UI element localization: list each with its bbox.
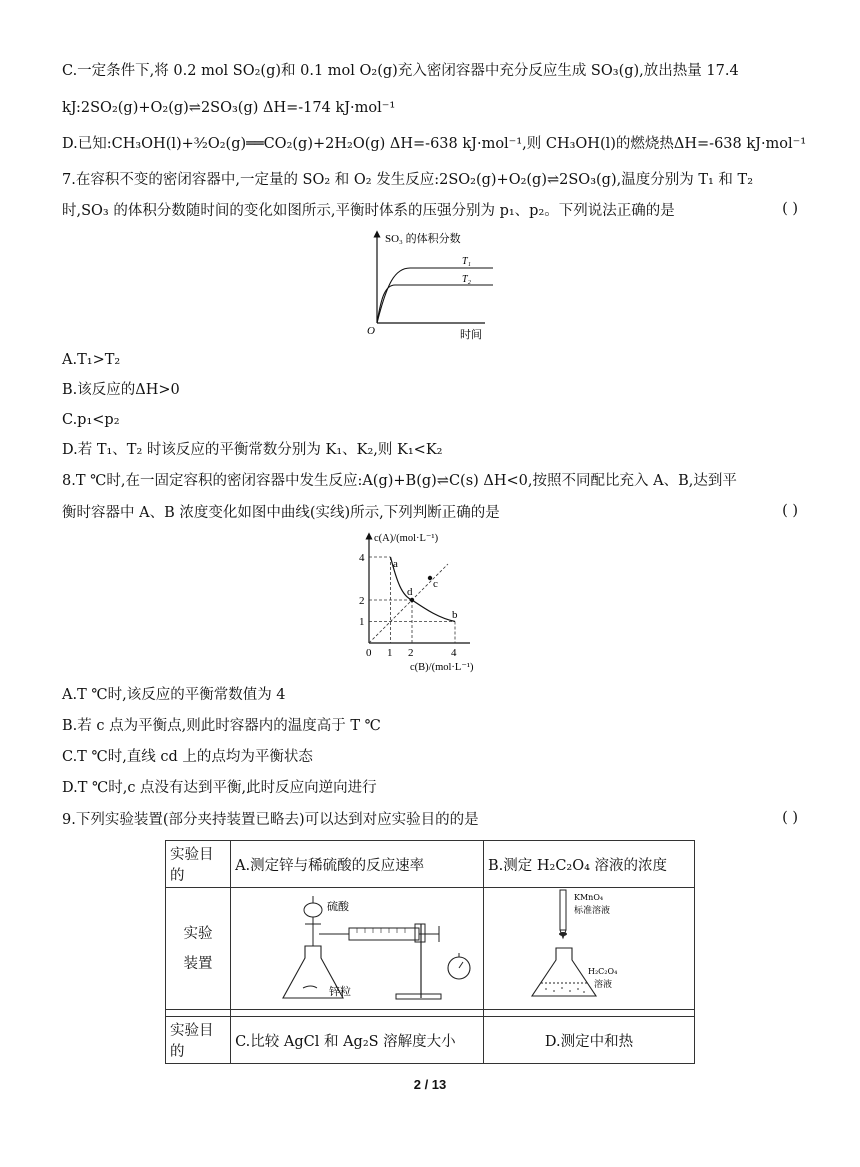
q9-apparatus-label-2: 装置 (183, 955, 213, 972)
q8-option-c: C.T ℃时,直线 cd 上的点均为平衡状态 (62, 749, 313, 765)
q8-label-a: a (393, 558, 398, 570)
q9-experiment-table (165, 840, 695, 1064)
q7-answer-bracket: ( ) (782, 201, 798, 217)
q7-y-label: SO₃ 的体积分数 (385, 233, 461, 245)
q7-curve-t1 (377, 268, 493, 323)
q9-purpose-label-2: 实验目的 (166, 1017, 231, 1064)
q8-stem-line2: 衡时容器中 A、B 浓度变化如图中曲线(实线)所示,下列判断正确的是 (62, 505, 500, 521)
q8-xtick-4: 4 (451, 647, 457, 659)
q9-purpose-d: D.测定中和热 (484, 1017, 695, 1064)
q9-purpose-c: C.比较 AgCl 和 Ag₂S 溶解度大小 (231, 1017, 484, 1064)
q8-x-label: c(B)/(mol·L⁻¹) (410, 662, 474, 673)
q7-stem-line2: 时,SO₃ 的体积分数随时间的变化如图所示,平衡时体系的压强分别为 p₁、p₂。下列说法正确的是 (62, 203, 675, 219)
q7-option-a: A.T₁>T₂ (62, 352, 121, 368)
q7-option-b: B.该反应的ΔH>0 (62, 382, 180, 398)
q7-option-d: D.若 T₁、T₂ 时该反应的平衡常数分别为 K₁、K₂,则 K₁<K₂ (62, 442, 443, 458)
q8-label-d: d (407, 586, 413, 598)
q8-stem-line1: 8.T ℃时,在一固定容积的密闭容器中发生反应:A(g)+B(g)⇌C(s) ΔH<0,按照不同配比充入 A、B,达到平 (62, 473, 737, 489)
q8-label-b: b (452, 609, 458, 621)
q7-origin: O (367, 325, 375, 337)
q8-ytick-2: 2 (359, 595, 365, 607)
q9-label-acid: 硫酸 (327, 900, 350, 913)
q8-answer-bracket: ( ) (782, 503, 798, 519)
q9-label-solution: 溶液 (594, 980, 613, 990)
q7-curve-t2 (377, 285, 493, 323)
q9-apparatus-b (484, 888, 695, 1010)
q9-purpose-label-1: 实验目的 (166, 841, 231, 888)
q9-stem: 9.下列实验装置(部分夹持装置已略去)可以达到对应实验目的的是 (62, 812, 479, 828)
q8-y-label: c(A)/(mol·L⁻¹) (374, 533, 439, 544)
q8-option-d: D.T ℃时,c 点没有达到平衡,此时反应向逆向进行 (62, 780, 377, 796)
q8-diagonal-line (369, 564, 448, 643)
q8-xtick-2: 2 (408, 647, 414, 659)
q7-label-t1: T₁ (462, 256, 472, 267)
q8-point-c (428, 576, 432, 580)
q8-ytick-1: 1 (359, 616, 365, 628)
q6-option-d: D.已知:CH₃OH(l)+³⁄₂O₂(g)══CO₂(g)+2H₂O(g) ΔH=-638 kJ·mol⁻¹,则 CH₃OH(l)的燃烧热ΔH=-638 kJ·mol⁻¹ (62, 136, 807, 152)
q9-label-zinc: 锌粒 (329, 985, 352, 998)
q8-option-b: B.若 c 点为平衡点,则此时容器内的温度高于 T ℃ (62, 718, 381, 734)
q8-option-a: A.T ℃时,该反应的平衡常数值为 4 (62, 687, 286, 703)
q8-point-d (410, 598, 414, 602)
q9-label-kmno4: KMnO₄ (574, 893, 604, 902)
q7-stem-line1: 7.在容积不变的密闭容器中,一定量的 SO₂ 和 O₂ 发生反应:2SO₂(g)+O₂(g)⇌2SO₃(g),温度分别为 T₁ 和 T₂ (62, 172, 754, 188)
q9-apparatus-a (231, 888, 484, 1010)
q8-figure (352, 530, 507, 678)
q9-label-standard: 标准溶液 (574, 906, 611, 916)
q9-apparatus-label (166, 888, 231, 1010)
q9-label-h2c2o4: H₂C₂O₄ (588, 967, 618, 976)
q7-option-c: C.p₁<p₂ (62, 412, 120, 428)
q9-purpose-a: A.测定锌与稀硫酸的反应速率 (231, 841, 484, 888)
q9-answer-bracket: ( ) (782, 810, 798, 826)
q6-option-c-line1: C.一定条件下,将 0.2 mol SO₂(g)和 0.1 mol O₂(g)充入密闭容器中充分反应生成 SO₃(g),放出热量 17.4 (62, 63, 739, 79)
q9-purpose-b: B.测定 H₂C₂O₄ 溶液的浓度 (484, 841, 695, 888)
q8-label-c: c (433, 578, 438, 590)
q8-ytick-4: 4 (359, 552, 365, 564)
q8-xtick-1: 1 (387, 647, 393, 659)
q7-label-t2: T₂ (462, 274, 472, 285)
q8-xtick-0: 0 (366, 647, 372, 659)
q9-apparatus-label-1: 实验 (183, 925, 213, 942)
q7-x-label: 时间 (460, 329, 482, 341)
q6-option-c-line2: kJ:2SO₂(g)+O₂(g)⇌2SO₃(g) ΔH=-174 kJ·mol⁻¹ (62, 100, 396, 116)
page-number: 2 / 13 (413, 1077, 447, 1092)
q7-figure (365, 228, 500, 343)
